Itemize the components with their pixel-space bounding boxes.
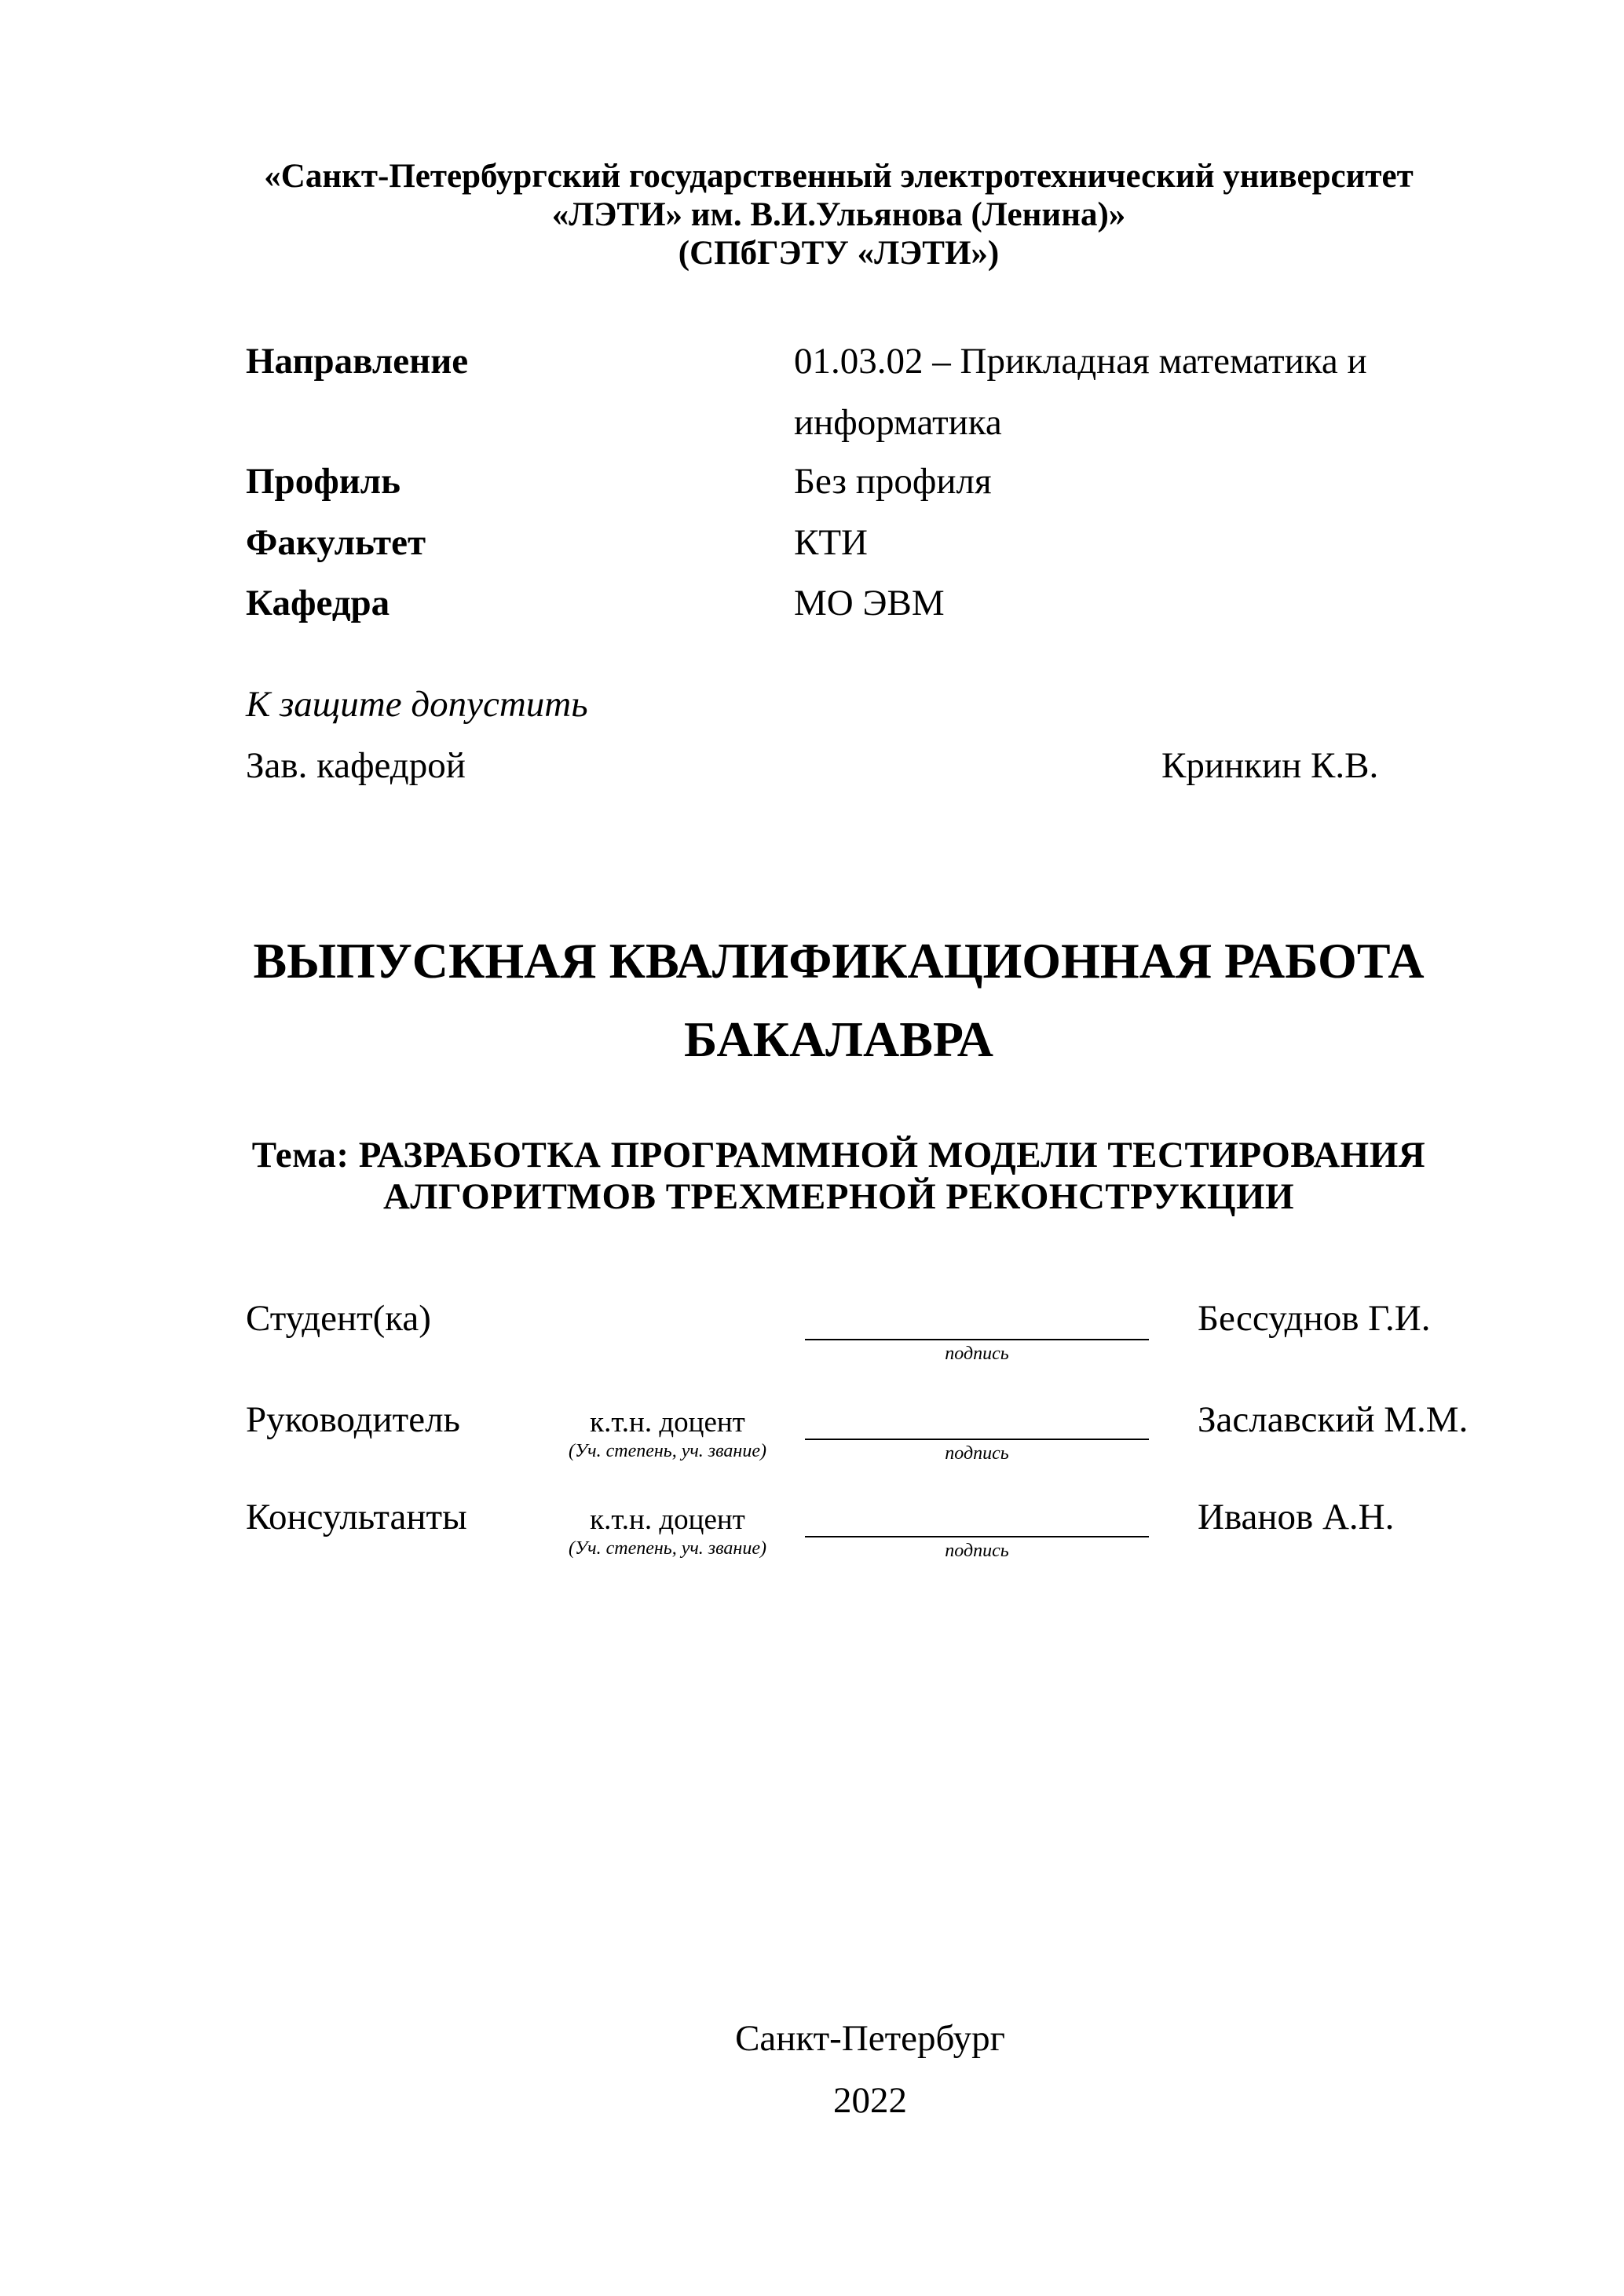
city: Санкт-Петербург	[735, 2018, 1005, 2059]
department-head-label: Зав. кафедрой	[246, 745, 466, 786]
consultant-signature-line	[805, 1536, 1149, 1537]
direction-value-continuation: информатика	[794, 402, 1002, 443]
supervisor-degree: к.т.н. доцент	[590, 1406, 745, 1439]
supervisor-signature-line	[805, 1439, 1149, 1440]
department-label: Кафедра	[246, 583, 390, 623]
student-signature-caption: подпись	[945, 1344, 1009, 1364]
faculty-value: КТИ	[794, 522, 868, 563]
direction-value: 01.03.02 – Прикладная математика и	[794, 341, 1367, 382]
supervisor-role-label: Руководитель	[246, 1399, 460, 1440]
work-title-line-2: БАКАЛАВРА	[683, 1011, 994, 1067]
work-title-line-1: ВЫПУСКНАЯ КВАЛИФИКАЦИОННАЯ РАБОТА	[253, 933, 1425, 989]
supervisor-signature-caption: подпись	[945, 1443, 1009, 1464]
student-role-label: Студент(ка)	[246, 1298, 431, 1339]
topic-line-2: АЛГОРИТМОВ ТРЕХМЕРНОЙ РЕКОНСТРУКЦИИ	[382, 1176, 1295, 1217]
faculty-label: Факультет	[246, 522, 426, 563]
university-name-line-2: «ЛЭТИ» им. В.И.Ульянова (Ленина)»	[551, 196, 1126, 233]
consultant-degree: к.т.н. доцент	[590, 1504, 745, 1536]
supervisor-name: Заславский М.М.	[1198, 1399, 1469, 1440]
direction-label: Направление	[246, 341, 469, 382]
consultants-role-label: Консультанты	[246, 1497, 467, 1537]
university-name-line-1: «Санкт-Петербургский государственный электротехнический университет	[264, 158, 1414, 195]
profile-label: Профиль	[246, 461, 401, 502]
consultant-name: Иванов А.Н.	[1198, 1497, 1395, 1537]
supervisor-degree-caption: (Уч. степень, уч. звание)	[569, 1441, 766, 1461]
profile-value: Без профиля	[794, 461, 992, 502]
consultant-degree-caption: (Уч. степень, уч. звание)	[569, 1538, 766, 1559]
department-value: МО ЭВМ	[794, 583, 945, 623]
student-name: Бессуднов Г.И.	[1198, 1298, 1431, 1339]
admission-note: К защите допустить	[246, 684, 588, 725]
university-abbreviation: (СПбГЭТУ «ЛЭТИ»)	[678, 235, 1000, 272]
consultant-signature-caption: подпись	[945, 1541, 1009, 1561]
student-signature-line	[805, 1339, 1149, 1340]
topic-line-1: Тема: РАЗРАБОТКА ПРОГРАММНОЙ МОДЕЛИ ТЕСТИРОВАНИЯ	[251, 1135, 1426, 1175]
year: 2022	[833, 2080, 907, 2121]
department-head-name: Кринкин К.В.	[1161, 745, 1379, 786]
